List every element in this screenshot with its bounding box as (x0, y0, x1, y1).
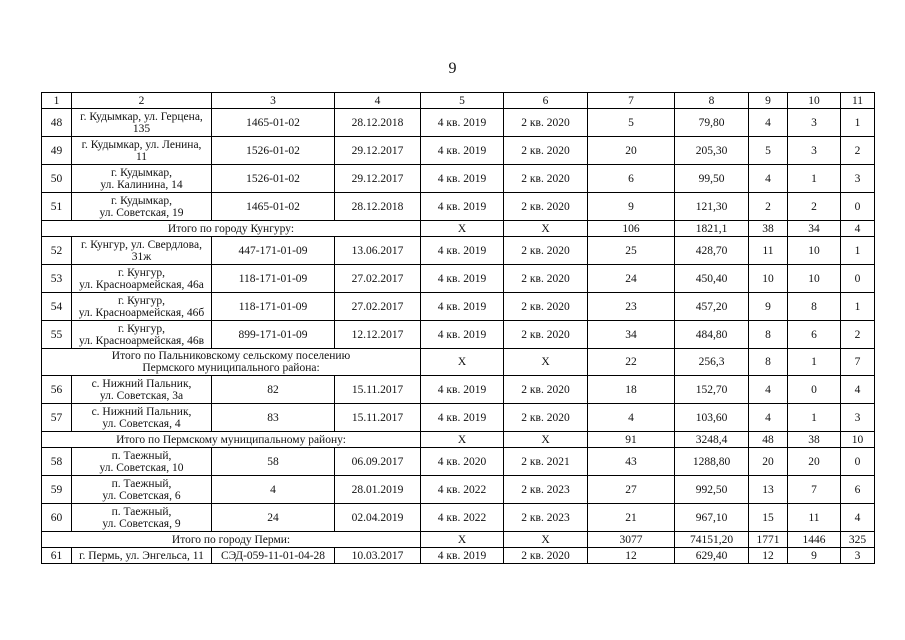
start-period-cell: 4 кв. 2022 (421, 476, 504, 504)
count-cell: 4 (588, 404, 675, 432)
count-cell: 20 (588, 137, 675, 165)
value-cell: 4 (749, 109, 788, 137)
area-cell: 3248,4 (675, 432, 749, 448)
header-cell: 9 (749, 93, 788, 109)
date-cell: 28.12.2018 (335, 109, 421, 137)
count-cell: 106 (588, 221, 675, 237)
cell-text-line: г. Кудымкар, (111, 194, 172, 207)
end-period-cell: 2 кв. 2020 (504, 321, 588, 349)
value-cell: 1 (788, 404, 841, 432)
start-period-cell: 4 кв. 2019 (421, 193, 504, 221)
count-cell: 18 (588, 376, 675, 404)
value-cell: 11 (749, 237, 788, 265)
address-cell (72, 321, 212, 349)
start-period-cell: 4 кв. 2019 (421, 237, 504, 265)
count-cell: 43 (588, 448, 675, 476)
project-code-cell: 1526-01-02 (212, 137, 335, 165)
value-cell: 4 (841, 221, 875, 237)
address-cell (72, 137, 212, 165)
value-cell: 3 (841, 548, 875, 564)
header-cell: 7 (588, 93, 675, 109)
value-cell: 4 (749, 404, 788, 432)
count-cell: 23 (588, 293, 675, 321)
area-cell: 74151,20 (675, 532, 749, 548)
cell-text-line: Итого по Пермскому муниципальному району: (116, 433, 346, 446)
cell-text-line: ул. Советская, 19 (99, 206, 184, 219)
row-number: 51 (42, 193, 72, 221)
value-cell: 1 (841, 293, 875, 321)
cell-text-line: ул. Советская, 6 (102, 489, 181, 502)
value-cell: 7 (788, 476, 841, 504)
start-period-cell: 4 кв. 2019 (421, 165, 504, 193)
area-cell: 99,50 (675, 165, 749, 193)
end-period-cell: 2 кв. 2021 (504, 448, 588, 476)
end-period-cell: 2 кв. 2020 (504, 548, 588, 564)
project-code-cell: 82 (212, 376, 335, 404)
table-row (42, 504, 875, 532)
address-cell (72, 548, 212, 564)
project-code-cell: 447-171-01-09 (212, 237, 335, 265)
cell-text-line: Итого по Пальниковскому сельскому поселению (111, 350, 351, 362)
start-period-cell: X (421, 432, 504, 448)
count-cell: 5 (588, 109, 675, 137)
header-cell: 5 (421, 93, 504, 109)
value-cell: 4 (841, 376, 875, 404)
area-cell: 79,80 (675, 109, 749, 137)
value-cell: 1 (788, 349, 841, 376)
start-period-cell: 4 кв. 2019 (421, 548, 504, 564)
table-row (42, 109, 875, 137)
cell-text-line: г. Кудымкар, (111, 166, 172, 179)
project-code-cell: 1526-01-02 (212, 165, 335, 193)
cell-text-line: г. Кунгур, (118, 294, 165, 307)
project-code-cell: 899-171-01-09 (212, 321, 335, 349)
value-cell: 2 (788, 193, 841, 221)
project-code-cell: 118-171-01-09 (212, 265, 335, 293)
table-row (42, 265, 875, 293)
value-cell: 1771 (749, 532, 788, 548)
count-cell: 3077 (588, 532, 675, 548)
value-cell: 8 (788, 293, 841, 321)
area-cell: 152,70 (675, 376, 749, 404)
value-cell: 6 (788, 321, 841, 349)
start-period-cell: 4 кв. 2019 (421, 109, 504, 137)
end-period-cell: 2 кв. 2020 (504, 265, 588, 293)
address-cell (72, 504, 212, 532)
address-cell (72, 476, 212, 504)
value-cell: 2 (749, 193, 788, 221)
area-cell: 992,50 (675, 476, 749, 504)
cell-text-line: 11 (135, 150, 148, 163)
area-cell: 1821,1 (675, 221, 749, 237)
end-period-cell: 2 кв. 2020 (504, 193, 588, 221)
header-cell: 11 (841, 93, 875, 109)
start-period-cell: 4 кв. 2022 (421, 504, 504, 532)
area-cell: 1288,80 (675, 448, 749, 476)
count-cell: 25 (588, 237, 675, 265)
cell-text-line: ул. Советская, 9 (102, 517, 181, 530)
project-code-cell: 83 (212, 404, 335, 432)
cell-text-line: п. Таежный, (111, 477, 172, 490)
value-cell: 4 (749, 165, 788, 193)
project-code-cell: 4 (212, 476, 335, 504)
cell-text-line: г. Пермь, ул. Энгельса, 11 (79, 549, 204, 562)
value-cell: 11 (788, 504, 841, 532)
end-period-cell: X (504, 349, 588, 376)
value-cell: 3 (788, 109, 841, 137)
value-cell: 3 (841, 165, 875, 193)
value-cell: 48 (749, 432, 788, 448)
end-period-cell: 2 кв. 2020 (504, 376, 588, 404)
end-period-cell: 2 кв. 2020 (504, 109, 588, 137)
value-cell: 10 (749, 265, 788, 293)
count-cell: 21 (588, 504, 675, 532)
start-period-cell: X (421, 221, 504, 237)
date-cell: 27.02.2017 (335, 265, 421, 293)
row-number: 60 (42, 504, 72, 532)
date-cell: 02.04.2019 (335, 504, 421, 532)
value-cell: 10 (788, 265, 841, 293)
address-cell (72, 265, 212, 293)
value-cell: 34 (788, 221, 841, 237)
row-number: 48 (42, 109, 72, 137)
date-cell: 10.03.2017 (335, 548, 421, 564)
subtotal-row (42, 432, 875, 448)
end-period-cell: 2 кв. 2020 (504, 404, 588, 432)
header-cell: 6 (504, 93, 588, 109)
table-row (42, 404, 875, 432)
area-cell: 450,40 (675, 265, 749, 293)
address-cell (72, 404, 212, 432)
count-cell: 27 (588, 476, 675, 504)
value-cell: 0 (841, 265, 875, 293)
value-cell: 1 (841, 109, 875, 137)
row-number: 54 (42, 293, 72, 321)
date-cell: 28.01.2019 (335, 476, 421, 504)
area-cell: 629,40 (675, 548, 749, 564)
project-code-cell: 1465-01-02 (212, 193, 335, 221)
table-header-row (42, 93, 875, 109)
count-cell: 91 (588, 432, 675, 448)
end-period-cell: 2 кв. 2020 (504, 165, 588, 193)
table-body (42, 93, 875, 564)
end-period-cell: 2 кв. 2023 (504, 504, 588, 532)
project-code-cell: 58 (212, 448, 335, 476)
value-cell: 9 (788, 548, 841, 564)
header-cell: 3 (212, 93, 335, 109)
cell-text-line: п. Таежный, (111, 505, 172, 518)
value-cell: 1446 (788, 532, 841, 548)
count-cell: 6 (588, 165, 675, 193)
subtotal-label (42, 221, 421, 237)
row-number: 61 (42, 548, 72, 564)
start-period-cell: X (421, 349, 504, 376)
count-cell: 24 (588, 265, 675, 293)
start-period-cell: 4 кв. 2019 (421, 137, 504, 165)
cell-text-line: Итого по городу Кунгуру: (167, 222, 295, 235)
end-period-cell: 2 кв. 2020 (504, 137, 588, 165)
cell-text-line: ул. Красноармейская, 46в (78, 334, 205, 347)
table-row (42, 476, 875, 504)
table-row (42, 137, 875, 165)
cell-text-line: ул. Советская, 10 (99, 461, 184, 474)
value-cell: 4 (749, 376, 788, 404)
cell-text-line: с. Нижний Пальник, (91, 405, 192, 418)
value-cell: 2 (841, 321, 875, 349)
cell-text-line: Пермского муниципального района: (142, 362, 320, 374)
date-cell: 29.12.2017 (335, 165, 421, 193)
value-cell: 9 (749, 293, 788, 321)
cell-text-line: г. Кунгур, (118, 322, 165, 335)
start-period-cell: 4 кв. 2019 (421, 293, 504, 321)
page-number: 9 (448, 60, 457, 77)
end-period-cell: 2 кв. 2023 (504, 476, 588, 504)
value-cell: 20 (788, 448, 841, 476)
row-number: 49 (42, 137, 72, 165)
address-cell (72, 448, 212, 476)
start-period-cell: 4 кв. 2020 (421, 448, 504, 476)
count-cell: 22 (588, 349, 675, 376)
table-row (42, 237, 875, 265)
cell-text-line: г. Кунгур, (118, 266, 165, 279)
date-cell: 29.12.2017 (335, 137, 421, 165)
value-cell: 6 (841, 476, 875, 504)
value-cell: 12 (749, 548, 788, 564)
cell-text-line: ул. Красноармейская, 46а (79, 278, 204, 291)
subtotal-row (42, 221, 875, 237)
value-cell: 1 (788, 165, 841, 193)
address-cell (72, 165, 212, 193)
start-period-cell: 4 кв. 2019 (421, 376, 504, 404)
cell-text-line: ул. Калинина, 14 (100, 178, 183, 191)
area-cell: 205,30 (675, 137, 749, 165)
cell-text-line: г. Кунгур, ул. Свердлова, (81, 238, 202, 251)
header-cell: 2 (72, 93, 212, 109)
cell-text-line: 135 (132, 122, 151, 135)
value-cell: 1 (841, 237, 875, 265)
project-code-cell: 1465-01-02 (212, 109, 335, 137)
value-cell: 20 (749, 448, 788, 476)
address-cell (72, 193, 212, 221)
table-row (42, 548, 875, 564)
date-cell: 27.02.2017 (335, 293, 421, 321)
value-cell: 13 (749, 476, 788, 504)
address-cell (72, 376, 212, 404)
cell-text-line: г. Кудымкар, ул. Герцена, (80, 110, 203, 123)
value-cell: 5 (749, 137, 788, 165)
area-cell: 484,80 (675, 321, 749, 349)
project-code-cell: 24 (212, 504, 335, 532)
cell-text-line: п. Таежный, (111, 449, 172, 462)
end-period-cell: X (504, 432, 588, 448)
address-cell (72, 293, 212, 321)
count-cell: 9 (588, 193, 675, 221)
count-cell: 12 (588, 548, 675, 564)
value-cell: 0 (841, 448, 875, 476)
cell-text-line: с. Нижний Пальник, (91, 377, 192, 390)
subtotal-label (42, 532, 421, 548)
table-row (42, 376, 875, 404)
row-number: 50 (42, 165, 72, 193)
value-cell: 10 (841, 432, 875, 448)
value-cell: 325 (841, 532, 875, 548)
end-period-cell: 2 кв. 2020 (504, 237, 588, 265)
project-code-cell: 118-171-01-09 (212, 293, 335, 321)
value-cell: 0 (841, 193, 875, 221)
table-row (42, 321, 875, 349)
start-period-cell: 4 кв. 2019 (421, 404, 504, 432)
date-cell: 13.06.2017 (335, 237, 421, 265)
address-cell (72, 237, 212, 265)
subtotal-label (42, 349, 421, 376)
end-period-cell: X (504, 221, 588, 237)
area-cell: 428,70 (675, 237, 749, 265)
start-period-cell: 4 кв. 2019 (421, 265, 504, 293)
header-cell: 1 (42, 93, 72, 109)
end-period-cell: 2 кв. 2020 (504, 293, 588, 321)
subtotal-row (42, 532, 875, 548)
date-cell: 28.12.2018 (335, 193, 421, 221)
cell-text-line: 31ж (131, 250, 152, 263)
date-cell: 06.09.2017 (335, 448, 421, 476)
area-cell: 457,20 (675, 293, 749, 321)
header-cell: 10 (788, 93, 841, 109)
row-number: 58 (42, 448, 72, 476)
area-cell: 121,30 (675, 193, 749, 221)
value-cell: 8 (749, 321, 788, 349)
count-cell: 34 (588, 321, 675, 349)
cell-text-line: ул. Советская, 3а (99, 389, 184, 402)
date-cell: 15.11.2017 (335, 404, 421, 432)
row-number: 53 (42, 265, 72, 293)
end-period-cell: X (504, 532, 588, 548)
date-cell: 15.11.2017 (335, 376, 421, 404)
row-number: 55 (42, 321, 72, 349)
row-number: 59 (42, 476, 72, 504)
subtotal-label (42, 432, 421, 448)
cell-text-line: ул. Советская, 4 (102, 417, 181, 430)
value-cell: 38 (788, 432, 841, 448)
header-cell: 8 (675, 93, 749, 109)
subtotal-row (42, 349, 875, 376)
value-cell: 0 (788, 376, 841, 404)
row-number: 52 (42, 237, 72, 265)
area-cell: 103,60 (675, 404, 749, 432)
row-number: 57 (42, 404, 72, 432)
value-cell: 8 (749, 349, 788, 376)
table-row (42, 293, 875, 321)
value-cell: 4 (841, 504, 875, 532)
cell-text-line: Итого по городу Перми: (171, 533, 291, 546)
value-cell: 3 (841, 404, 875, 432)
value-cell: 7 (841, 349, 875, 376)
value-cell: 3 (788, 137, 841, 165)
header-cell: 4 (335, 93, 421, 109)
date-cell: 12.12.2017 (335, 321, 421, 349)
cell-text-line: ул. Красноармейская, 46б (78, 306, 205, 319)
value-cell: 2 (841, 137, 875, 165)
table-row (42, 165, 875, 193)
start-period-cell: X (421, 532, 504, 548)
cell-text-line: г. Кудымкар, ул. Ленина, (81, 138, 202, 151)
value-cell: 38 (749, 221, 788, 237)
table-row (42, 193, 875, 221)
value-cell: 15 (749, 504, 788, 532)
value-cell: 10 (788, 237, 841, 265)
data-table (41, 92, 875, 564)
project-code-cell: СЭД-059-11-01-04-28 (212, 548, 335, 564)
area-cell: 256,3 (675, 349, 749, 376)
row-number: 56 (42, 376, 72, 404)
table-row (42, 448, 875, 476)
address-cell (72, 109, 212, 137)
start-period-cell: 4 кв. 2019 (421, 321, 504, 349)
area-cell: 967,10 (675, 504, 749, 532)
